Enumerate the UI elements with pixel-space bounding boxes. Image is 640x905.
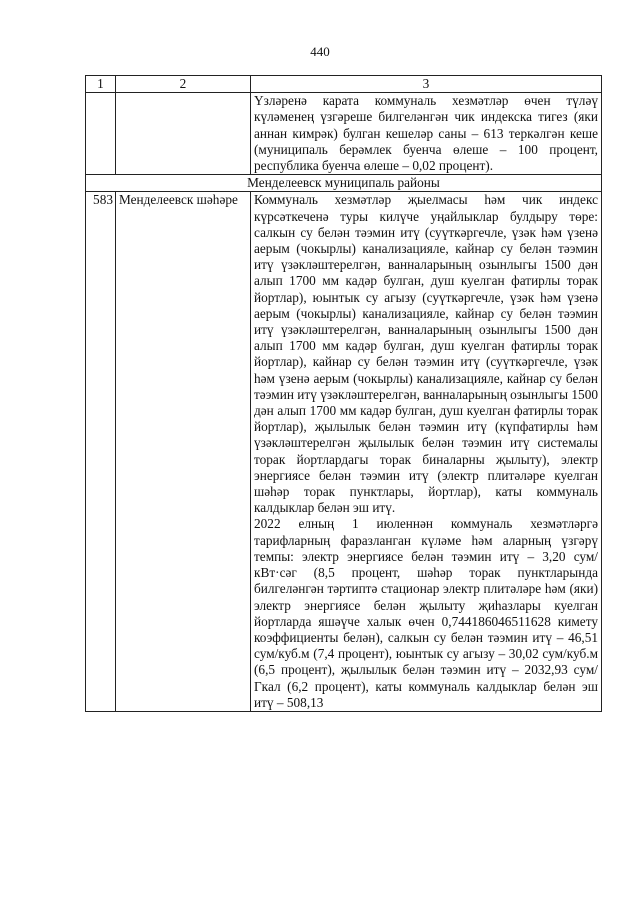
entry-paragraph-2: 2022 елның 1 июленнән коммуналь хезмәтләргә тарифларның фаразланган күләме һәм аларның үзгәрү темпы: электр энергиясе белән тәэмин итү – 3,20 сум/кВт·сәг (8,5 процент, шәһәр торак пунктларында билгеләнгән тәртиптә стационар электр плитәләре һәм (яки) электр энергиясе белән җылыту җиһазлары куелган йортларда яшәүче халык өчен 0,744186046511628 кимету коэффициенты белән), салкын су белән тәэмин итү – 46,51 сум/куб.м (7,4 процент), юынтык су агызу – 30,02 сум/куб.м (6,5 процент), җылылык белән тәэмин итү – 2032,93 сум/Гкал (6,2 процент), каты коммуналь калдыклар белән эш итү – 508,13 — [254, 516, 598, 710]
continuation-name-cell — [116, 93, 251, 175]
table-header-row — [86, 76, 602, 93]
header-col-3: 3 — [251, 76, 602, 93]
entry-number: 583 — [86, 192, 116, 712]
district-title: Менделеевск муниципаль районы — [86, 175, 602, 192]
entry-description — [251, 192, 602, 712]
continuation-row — [86, 93, 602, 175]
continuation-number-cell — [86, 93, 116, 175]
page-number: 440 — [310, 44, 330, 59]
district-row — [86, 175, 602, 192]
entry-name: Менделеевск шәһәре — [116, 192, 251, 712]
entry-paragraph-1: Коммуналь хезмәтләр җыелмасы һәм чик индекс күрсәткеченә туры килүче уңайлыклар булдыру төре: салкын су белән тәэмин итү (суүткәргечле, үзәк һәм үзенә аерым (чокырлы) канализацияле, кайнар су белән тәэмин итү үзәкләштерелгән, ванналарының озынлыгы 1500 дән алып 1700 мм кадәр булган, душ куелган фатирлы торак йортлар), юынтык су агызу (суүткәргечле, үзәк һәм үзенә аерым (чокырлы) канализацияле, кайнар су белән тәэмин итү үзәкләштерелгән, ванналарының озынлыгы 1500 дән алып 1700 мм кадәр булган, душ куелган фатирлы торак йортлар), кайнар су белән тәэмин итү (суүткәргечле, үзәк һәм үзенә аерым (чокырлы) канализацияле, кайнар су белән тәэмин итү үзәкләштерелгән, ванналарының озынлыгы 1500 дән алып 1700 мм кадәр булган, душ куелган фатирлы торак йортлар), җылылык белән тәэмин итү (күпфатирлы һәм үзәкләштерелгән җылылык белән тәэмин итү системалы торак йортлардагы торак биналарны җылыту), электр энергиясе белән тәэмин итү (электр плитәләре куелган шәһәр торак пунктлары, йортлар), каты коммуналь калдыклар белән эш итү. — [254, 192, 598, 516]
header-col-2: 2 — [116, 76, 251, 93]
entry-row — [86, 192, 602, 712]
continuation-text: Үзләренә карата коммуналь хезмәтләр өчен түләү күләменең үзгәреше билгеләнгән чик индекска тигез (яки аннан кимрәк) булган кешеләр саны – 613 теркәлгән кеше (муниципаль берәмлек буенча өлеше – 100 процент, республика буенча өлеше – 0,02 процент). — [251, 93, 602, 175]
document-table — [85, 75, 602, 712]
header-col-1: 1 — [86, 76, 116, 93]
